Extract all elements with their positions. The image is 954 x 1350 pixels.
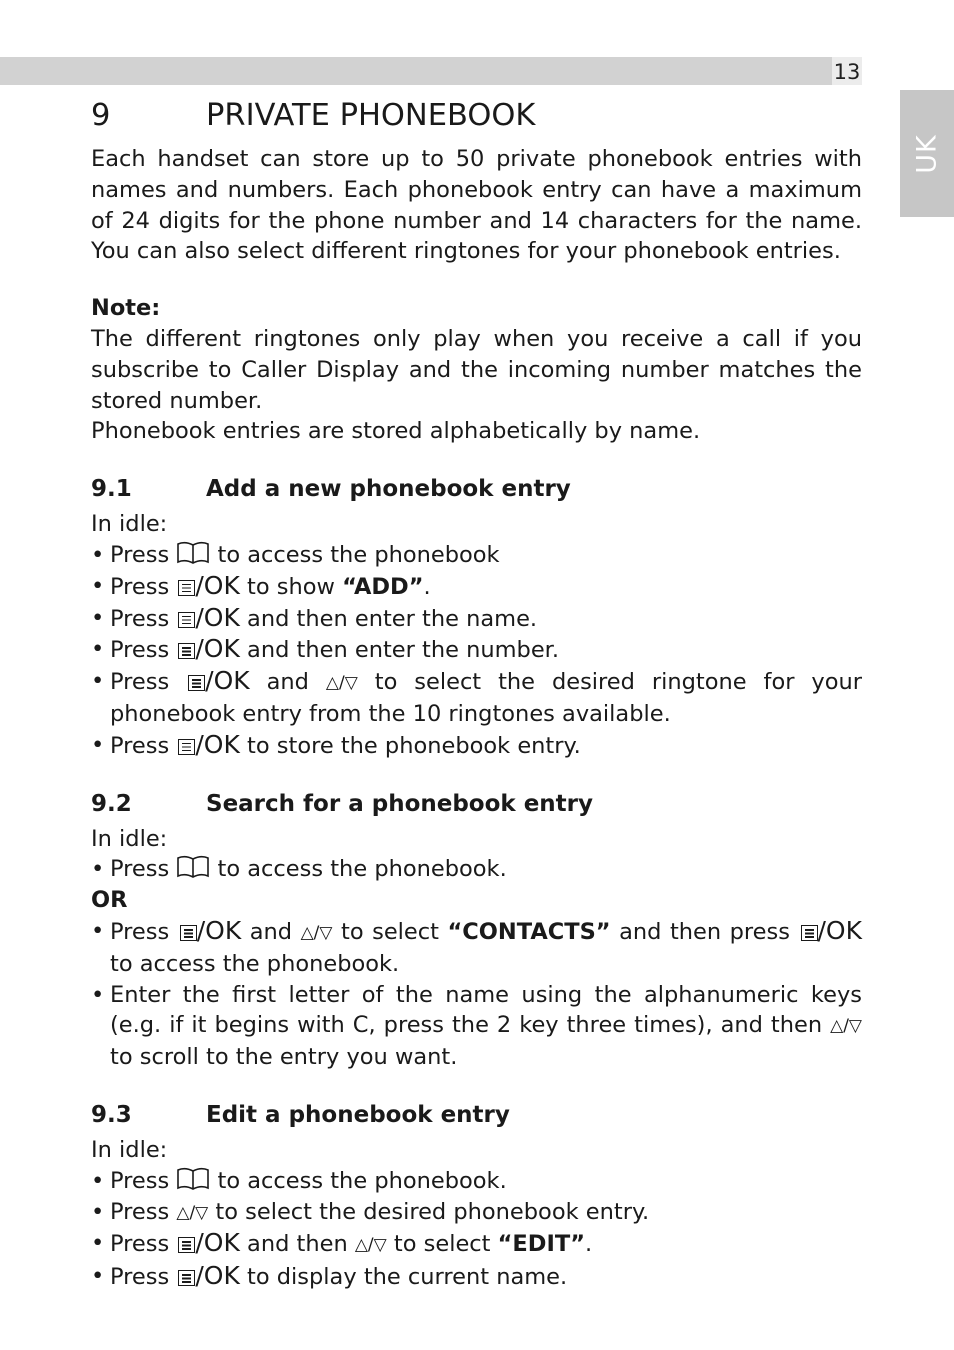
list-item: • Press /OK to store the phonebook entry.	[91, 730, 862, 762]
intro-paragraph: Each handset can store up to 50 private phonebook entries with names and numbers. Each phonebook entry can have a maximum of 24 digits for the phone number and 14 characters for the name. You can also select different ringtones for your phonebook entries.	[91, 146, 862, 265]
subsection-heading-9-1: 9.1 Add a new phonebook entry	[91, 476, 571, 503]
menu-icon	[178, 643, 195, 659]
menu-icon	[178, 739, 195, 755]
header-bar	[0, 57, 832, 85]
ok-key-label: /OK	[205, 666, 250, 696]
page-number: 13	[832, 57, 862, 85]
ok-key-label: /OK	[196, 915, 242, 945]
list-item: • Press /OK and △/▽ to select “CONTACTS” and then press /OK to access the phonebook.	[91, 916, 862, 980]
menu-icon	[178, 1270, 195, 1286]
list-item: • Press to access the phonebook.	[91, 854, 862, 885]
menu-icon	[801, 925, 818, 941]
up-down-arrow-icon: △/▽	[300, 922, 333, 943]
ok-key-label: /OK	[817, 915, 862, 945]
or-label: OR	[91, 887, 128, 914]
list-item: • Press to access the phonebook	[91, 540, 862, 571]
language-tab-label: UK	[911, 133, 943, 174]
phonebook-icon	[176, 855, 210, 879]
steps-list-search-alt	[91, 916, 862, 1073]
list-item: • Press /OK to display the current name.	[91, 1261, 862, 1293]
menu-icon	[178, 580, 195, 596]
up-down-arrow-icon: △/▽	[176, 1202, 209, 1223]
up-down-arrow-icon: △/▽	[354, 1235, 387, 1256]
list-item: • Press to access the phonebook.	[91, 1166, 862, 1197]
section-title: PRIVATE PHONEBOOK	[206, 98, 536, 133]
steps-list-add	[91, 540, 862, 762]
menu-icon	[188, 675, 205, 691]
list-item: • Press /OK and then enter the number.	[91, 634, 862, 666]
list-item: • Press /OK and then enter the name.	[91, 603, 862, 635]
up-down-arrow-icon: △/▽	[830, 1016, 862, 1037]
ok-key-label: /OK	[195, 602, 240, 632]
section-number: 9	[91, 98, 111, 133]
sort-paragraph: Phonebook entries are stored alphabetically by name.	[91, 418, 701, 445]
ok-key-label: /OK	[195, 729, 240, 759]
ok-key-label: /OK	[195, 1228, 240, 1258]
note-paragraph: The different ringtones only play when you receive a call if you subscribe to Caller Display and the incoming number matches the stored number.	[91, 325, 862, 414]
menu-icon	[178, 1237, 195, 1253]
list-item: • Press /OK to show “ADD”.	[91, 571, 862, 603]
page-content	[91, 96, 862, 1293]
list-item: • Press /OK and △/▽ to select the desired ringtone for your phonebook entry from the 10 ringtones available.	[91, 666, 862, 730]
menu-icon	[180, 925, 197, 941]
steps-list-search	[91, 854, 862, 885]
ok-key-label: /OK	[195, 570, 240, 600]
list-item: • Press △/▽ to select the desired phonebook entry.	[91, 1197, 862, 1229]
section-heading	[91, 96, 862, 136]
ok-key-label: /OK	[195, 634, 240, 664]
subsection-heading-9-3: 9.3 Edit a phonebook entry	[91, 1101, 510, 1128]
steps-list-edit	[91, 1166, 862, 1293]
note-label: Note:	[91, 295, 161, 322]
language-tab	[900, 90, 954, 217]
list-item: • Enter the first letter of the name using the alphanumeric keys (e.g. if it begins with C, press the 2 key three times), and then △/▽ to scroll to the entry you want.	[91, 980, 862, 1073]
idle-label: In idle:	[91, 511, 168, 538]
phonebook-icon	[176, 541, 210, 565]
up-down-arrow-icon: △/▽	[325, 673, 358, 694]
subsection-heading-9-2: 9.2 Search for a phonebook entry	[91, 790, 594, 817]
idle-label: In idle:	[91, 825, 168, 852]
list-item: • Press /OK and then △/▽ to select “EDIT”.	[91, 1228, 862, 1261]
idle-label: In idle:	[91, 1136, 168, 1163]
menu-icon	[178, 612, 195, 628]
ok-key-label: /OK	[195, 1261, 240, 1291]
phonebook-icon	[176, 1167, 210, 1191]
